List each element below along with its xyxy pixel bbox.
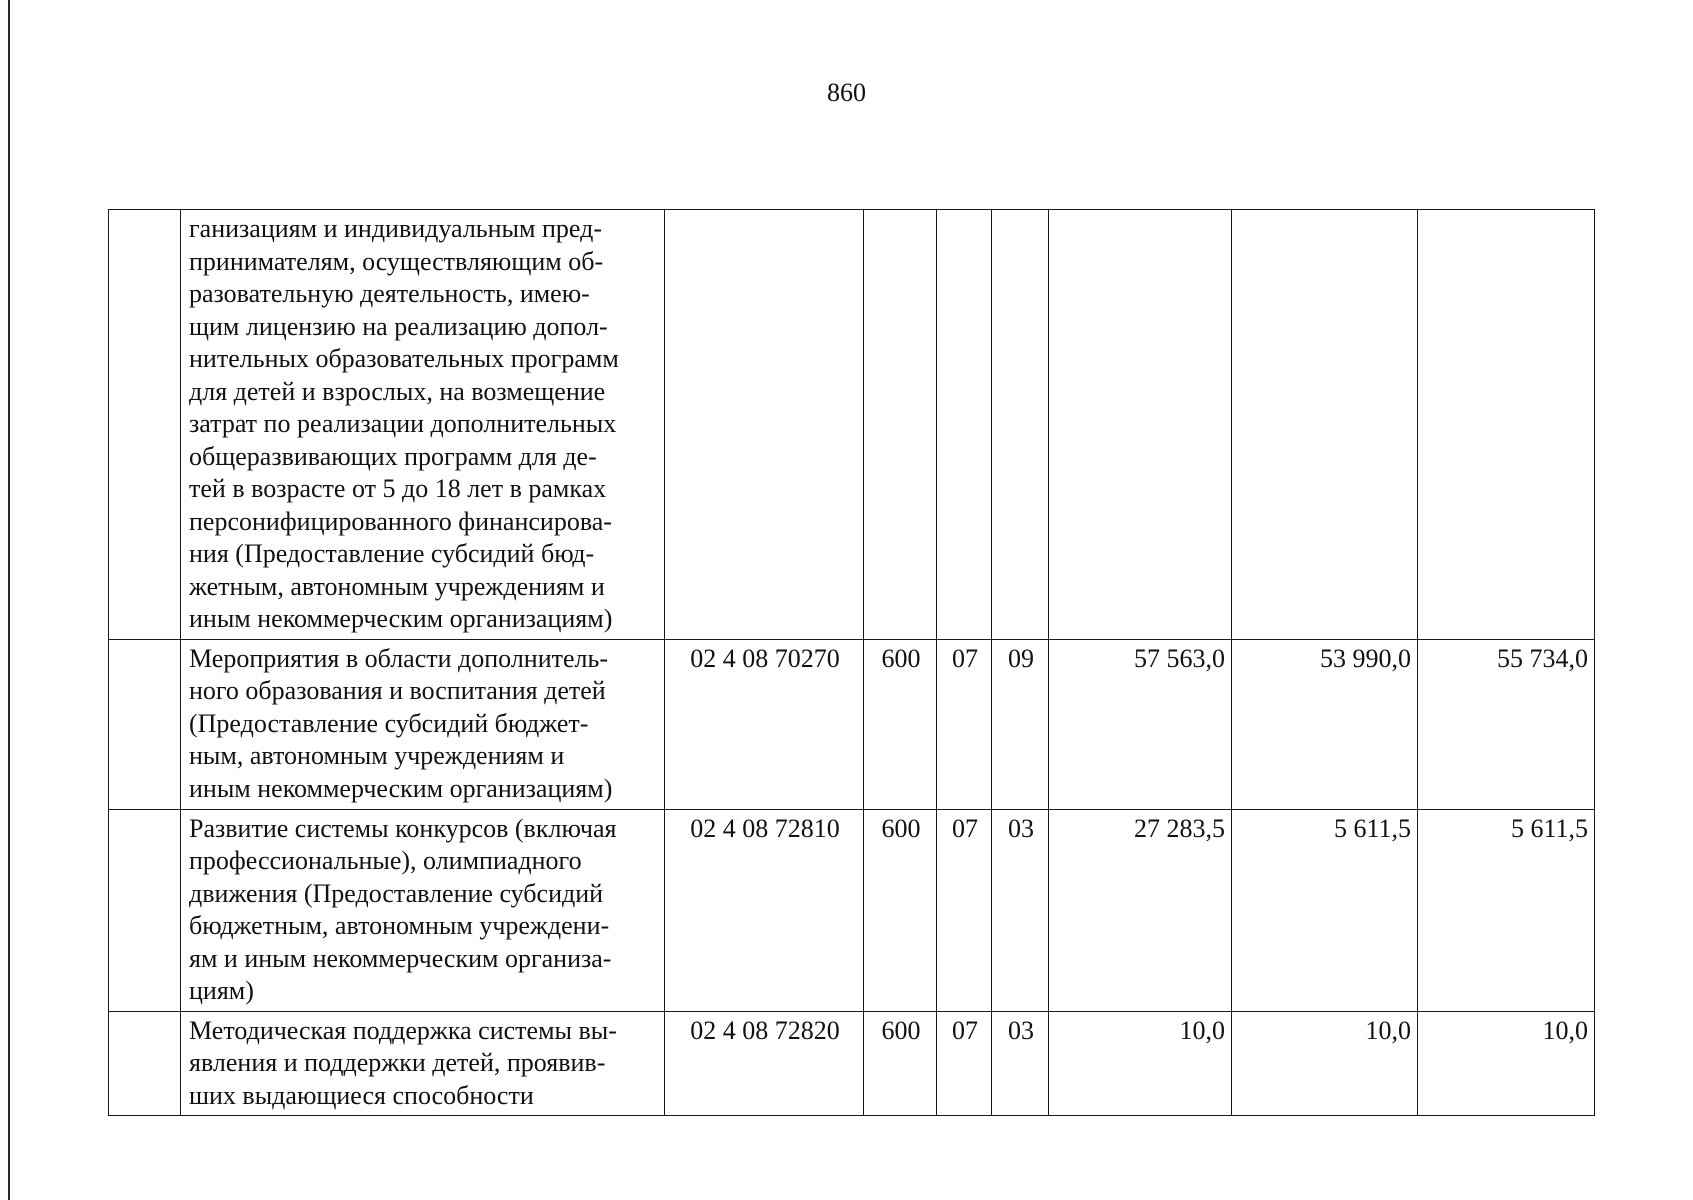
description-cell bbox=[181, 210, 665, 640]
subsection-cell: 09 bbox=[992, 639, 1049, 809]
description-line: жетным, автономным учреждениям и bbox=[189, 571, 605, 601]
page-edge-line bbox=[8, 0, 10, 1200]
table-row bbox=[109, 1011, 1595, 1116]
description-line: тей в возрасте от 5 до 18 лет в рамках bbox=[189, 474, 607, 503]
target-code-cell: 02 4 08 70270 bbox=[665, 639, 864, 809]
target-code-cell: 02 4 08 72810 bbox=[665, 809, 864, 1011]
section-cell bbox=[937, 210, 992, 640]
description-cell bbox=[181, 639, 665, 809]
description-line: для детей и взрослых, на возмещение bbox=[189, 376, 606, 406]
description-line: щим лицензию на реализацию допол- bbox=[189, 311, 608, 341]
description-line: ного образования и воспитания детей bbox=[189, 676, 606, 705]
table-row bbox=[109, 639, 1595, 809]
description-line: Методическая поддержка системы вы- bbox=[189, 1015, 617, 1045]
description-line: ганизациям и индивидуальным пред- bbox=[189, 214, 602, 243]
description-line: ным, автономным учреждениям и bbox=[189, 741, 565, 770]
amount-1-cell: 27 283,5 bbox=[1049, 809, 1232, 1011]
description-line: разовательную деятельность, имею- bbox=[189, 279, 590, 308]
description-cell bbox=[181, 809, 665, 1011]
amount-1-cell bbox=[1049, 210, 1232, 640]
subsection-cell: 03 bbox=[992, 1011, 1049, 1116]
description-line: ших выдающиеся способности bbox=[189, 1080, 534, 1110]
amount-1-cell: 57 563,0 bbox=[1049, 639, 1232, 809]
description-line: принимателям, осуществляющим об- bbox=[189, 246, 604, 276]
description-line: ям и иным некоммерческим организа- bbox=[189, 943, 612, 973]
description-line: общеразвивающих программ для де- bbox=[189, 441, 597, 471]
description-line: бюджетным, автономным учреждени- bbox=[189, 911, 610, 940]
amount-2-cell: 53 990,0 bbox=[1232, 639, 1418, 809]
description-line: профессиональные), олимпиадного bbox=[189, 846, 582, 875]
page-number: 860 bbox=[827, 78, 866, 107]
description-line: Развитие системы конкурсов (включая bbox=[189, 813, 617, 843]
target-code-cell: 02 4 08 72820 bbox=[665, 1011, 864, 1116]
target-code-cell bbox=[665, 210, 864, 640]
description-line: явления и поддержки детей, проявив- bbox=[189, 1048, 606, 1077]
section-cell: 07 bbox=[937, 809, 992, 1011]
row-number-cell bbox=[109, 809, 181, 1011]
expense-type-cell: 600 bbox=[864, 809, 937, 1011]
amount-3-cell: 5 611,5 bbox=[1418, 809, 1595, 1011]
description-line: (Предоставление субсидий бюджет- bbox=[189, 708, 589, 738]
description-line: циям) bbox=[189, 976, 254, 1005]
row-number-cell bbox=[109, 210, 181, 640]
section-cell: 07 bbox=[937, 1011, 992, 1116]
amount-2-cell: 5 611,5 bbox=[1232, 809, 1418, 1011]
row-number-cell bbox=[109, 639, 181, 809]
amount-3-cell: 55 734,0 bbox=[1418, 639, 1595, 809]
description-line: иным некоммерческим организациям) bbox=[189, 604, 613, 633]
subsection-cell bbox=[992, 210, 1049, 640]
amount-2-cell bbox=[1232, 210, 1418, 640]
description-line: нительных образовательных программ bbox=[189, 344, 619, 373]
description-line: Мероприятия в области дополнитель- bbox=[189, 643, 609, 673]
budget-table bbox=[108, 209, 1595, 1116]
description-line: иным некоммерческим организациям) bbox=[189, 773, 613, 803]
amount-3-cell bbox=[1418, 210, 1595, 640]
description-cell bbox=[181, 1011, 665, 1116]
description-line: ния (Предоставление субсидий бюд- bbox=[189, 539, 595, 568]
subsection-cell: 03 bbox=[992, 809, 1049, 1011]
section-cell: 07 bbox=[937, 639, 992, 809]
description-line: движения (Предоставление субсидий bbox=[189, 878, 604, 908]
description-line: персонифицированного финансирова- bbox=[189, 506, 612, 536]
amount-3-cell: 10,0 bbox=[1418, 1011, 1595, 1116]
table-row bbox=[109, 210, 1595, 640]
expense-type-cell: 600 bbox=[864, 1011, 937, 1116]
description-line: затрат по реализации дополнительных bbox=[189, 409, 617, 438]
expense-type-cell bbox=[864, 210, 937, 640]
amount-1-cell: 10,0 bbox=[1049, 1011, 1232, 1116]
row-number-cell bbox=[109, 1011, 181, 1116]
expense-type-cell: 600 bbox=[864, 639, 937, 809]
table-row bbox=[109, 809, 1595, 1011]
amount-2-cell: 10,0 bbox=[1232, 1011, 1418, 1116]
